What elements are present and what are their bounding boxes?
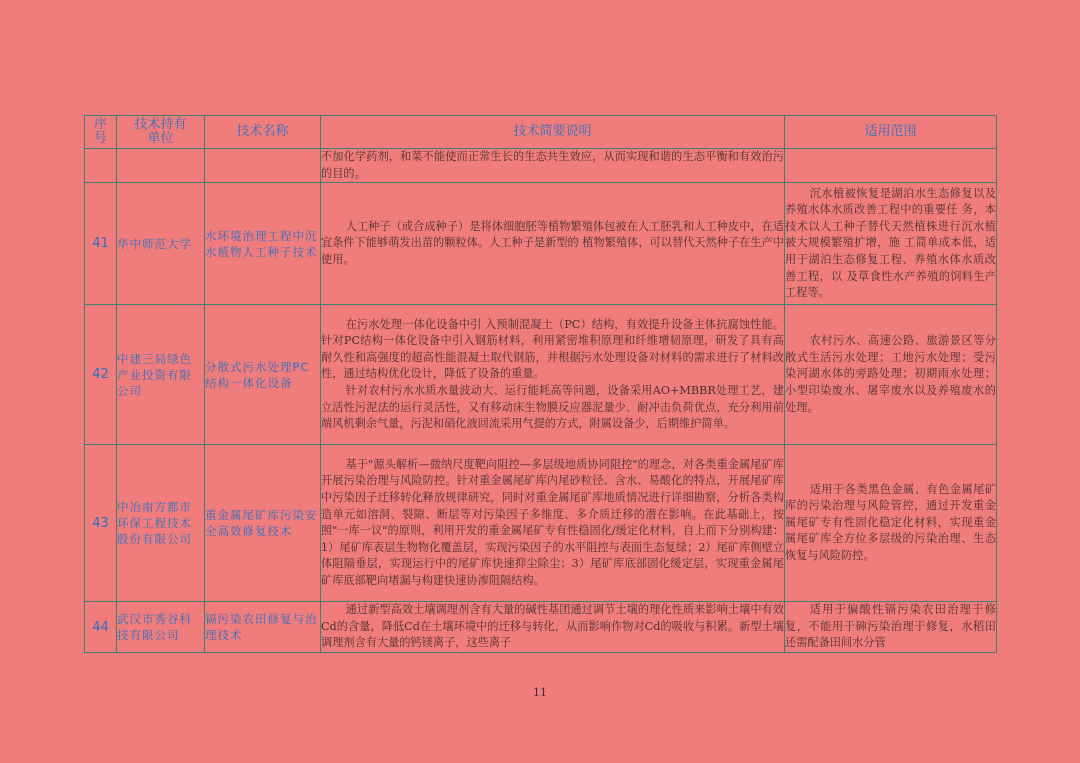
page-number: 11	[533, 686, 547, 699]
table-row	[85, 305, 997, 445]
header-name: 技术名称	[205, 116, 321, 149]
header-desc: 技术简要说明	[321, 116, 785, 149]
cell-no	[85, 149, 117, 183]
header-no: 序号	[85, 116, 117, 149]
cell-scope: 沉水植被恢复是湖泊水生态修复以及养殖水体水质改善工程中的重要任 务，本技术以人工种子替代天然植株进行沉水植被大规模繁殖扩增，施 工简单成本低，适用于湖泊生态修复工程、养殖水体水质改善工程，以 及草食性水产养殖的饲料生产工程等。	[785, 183, 997, 305]
table-row	[85, 445, 997, 602]
cell-desc: 人工种子（或合成种子）是将体细胞胚等植物繁殖体包被在人工胚乳和人工种皮中，在适宜条件下能够萌发出苗的颗粒体。人工种子是新型的 植物繁殖体，可以替代天然种子在生产中使用。	[321, 183, 785, 305]
cell-no: 43	[85, 445, 117, 602]
cell-name: 水环境治理工程中沉水植物人工种子技术	[205, 183, 321, 305]
cell-no: 42	[85, 305, 117, 445]
cell-name: 分散式污水处理PC结构一体化设备	[205, 305, 321, 445]
cell-scope	[785, 149, 997, 183]
cell-name: 重金属尾矿库污染安全高效修复技术	[205, 445, 321, 602]
cell-no: 44	[85, 602, 117, 653]
cell-scope: 适用于偏酸性镉污染农田治理于修复，不能用于砷污染治理于修复，水稻田还需配备田间水分管	[785, 602, 997, 653]
table-row-continuation	[85, 149, 997, 183]
cell-desc: 通过新型高效土壤调理剂含有大量的碱性基团通过调节土壤的理化性质来影响土壤中有效Cd的含量，降低Cd在土壤环境中的迁移与转化，从而影响作物对Cd的吸收与积累。新型土壤调理剂含有大量的钙镁离子，这些离子	[321, 602, 785, 653]
cell-no: 41	[85, 183, 117, 305]
header-scope: 适用范围	[785, 116, 997, 149]
cell-desc: 在污水处理一体化设备中引 入预制混凝土（PC）结构，有效提升设备主体抗腐蚀性能。针对PC结构一体化设备中引入钢筋材料，利用紧密堆积原理和纤维增韧原理，研发了具有高耐久性和高强度的超高性能混凝土取代钢筋，并根据污水处理设备对材料的需求进行了材料改性，通过结构优化设计，降低了设备的重量。 针对农村污水水质水量波动大、运行能耗高等问题，设备采用AO+MBBR处理工艺，建立活性污泥法的运行灵活性，又有移动床生物膜反应器泥量少、耐冲击负荷优点，充分利用前端风机剩余气量，污泥和硝化液回流采用气提的方式，附属设备少，后期维护简单。	[321, 305, 785, 445]
table-row	[85, 183, 997, 305]
cell-scope: 适用于各类黑色金属、有色金属尾矿库的污染治理与风险管控，通过开发重金属尾矿专有性固化稳定化材料，实现重金属尾矿库全方位多层级的污染治理、生态恢复与风险防控。	[785, 445, 997, 602]
cell-owner: 武汉市秀谷科技有限公司	[117, 602, 205, 653]
technology-table	[84, 115, 997, 653]
header-owner: 技术持有单位	[117, 116, 205, 149]
cell-owner: 中冶南方都市环保工程技术股份有限公司	[117, 445, 205, 602]
cell-owner: 中建三局绿色产业投资有限公司	[117, 305, 205, 445]
cell-name	[205, 149, 321, 183]
cell-owner	[117, 149, 205, 183]
cell-owner: 华中师范大学	[117, 183, 205, 305]
cell-desc: 不加化学药剂，和菜不能使而正常生长的生态共生效应，从而实现和谐的生态平衡和有效治污的目的。	[321, 149, 785, 183]
table-row	[85, 602, 997, 653]
cell-scope: 农村污水、高速公路、旅游景区等分散式生活污水处理；工地污水处理；受污染河湖水体的旁路处理；初期雨水处理；小型印染废水、屠宰废水以及养殖废水的处理。	[785, 305, 997, 445]
cell-desc: 基于"源头解析—微纳尺度靶向阻控—多层级地质协同阻控"的理念，对各类重金属尾矿库开展污染治理与风险防控。针对重金属尾矿库内尾砂粒径、含水、易酸化的特点，开展尾矿库中污染因子迁移转化释放规律研究，同时对重金属尾矿库地质情况进行详细勘察，分析各类构造单元如溶洞、裂隙、断层等对污染因子多维度、多介质迁移的潜在影响。在此基础上，按照"一库一议"的原则，利用开发的重金属尾矿专有性稳固化/缓定化材料，自上而下分别构建：1）尾矿库表层生物物化覆盖层，实现污染因子的水平阻控与表面生态复绿；2）尾矿库侧壁立体阻隔垂层，实现运行中的尾矿库快速抑尘除尘；3）尾矿库底部固化缓定层，实现重金属尾矿库底部靶向堵漏与构建快速协渗阻隔结构。	[321, 445, 785, 602]
cell-name: 镉污染农田修复与治理技术	[205, 602, 321, 653]
table-header-row	[85, 116, 997, 149]
